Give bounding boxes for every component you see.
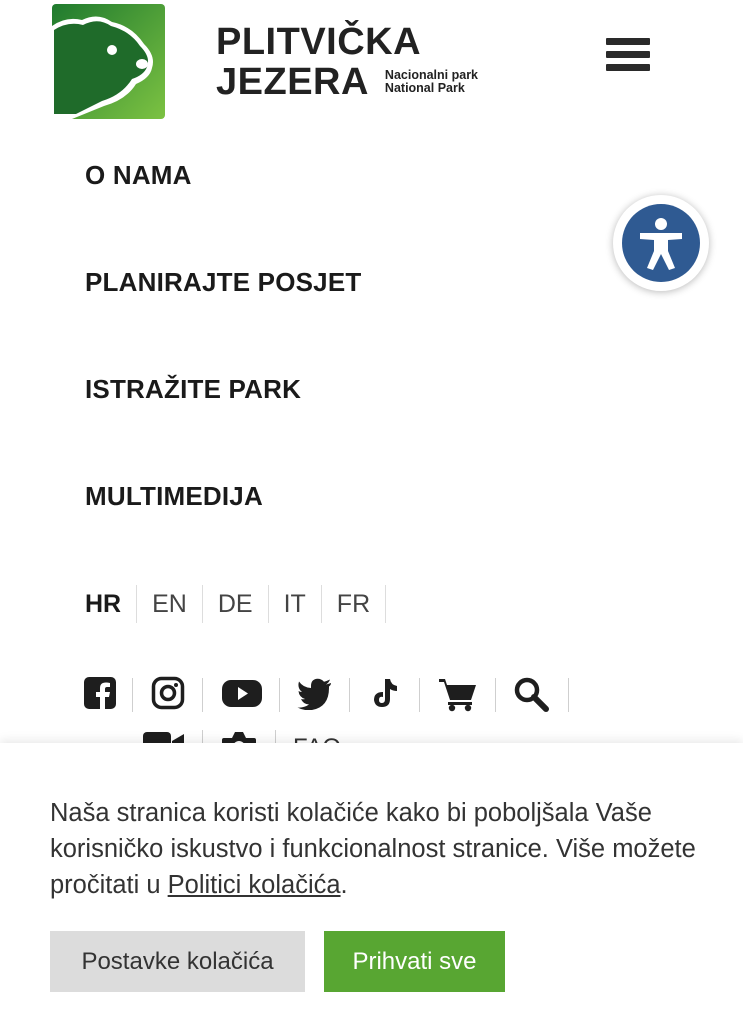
divider	[268, 585, 269, 623]
lang-de[interactable]: DE	[217, 589, 253, 618]
accept-all-button[interactable]: Prihvati sve	[324, 931, 505, 992]
hamburger-menu-icon[interactable]	[606, 38, 650, 78]
shopping-cart-icon[interactable]	[438, 676, 478, 712]
logo-title-line1: PLITVIČKA	[216, 21, 422, 63]
lang-it[interactable]: IT	[283, 589, 306, 618]
divider	[136, 585, 137, 623]
cookie-settings-button[interactable]: Postavke kolačića	[50, 931, 305, 992]
cookie-text-end: .	[340, 871, 348, 899]
divider	[568, 678, 569, 712]
divider	[279, 678, 280, 712]
logo-subtitle-line1: Nacionalni park	[384, 68, 479, 82]
nav-item-multimedija[interactable]: MULTIMEDIJA	[85, 481, 263, 511]
logo-title-line2: JEZERA	[216, 61, 369, 103]
accessibility-button[interactable]	[613, 195, 709, 291]
divider	[202, 585, 203, 623]
lang-fr[interactable]: FR	[336, 589, 371, 618]
menu-bar	[606, 51, 650, 58]
cookie-text: Naša stranica koristi kolačiće kako bi poboljšala Vaše korisničko iskustvo i funkcionalnost stranice. Više možete pročitati u	[50, 799, 696, 899]
divider	[385, 585, 386, 623]
divider	[202, 678, 203, 712]
divider	[321, 585, 322, 623]
menu-bar	[606, 64, 650, 71]
lang-en[interactable]: EN	[152, 589, 187, 618]
site-logo[interactable]	[48, 0, 503, 122]
divider	[419, 678, 420, 712]
divider	[132, 678, 133, 712]
cookie-banner	[0, 743, 743, 1026]
twitter-icon[interactable]	[297, 676, 333, 712]
divider	[349, 678, 350, 712]
logo-wordmark	[216, 22, 478, 102]
tiktok-icon[interactable]	[368, 676, 404, 712]
cookie-message	[50, 795, 710, 903]
lang-hr[interactable]: HR	[85, 589, 122, 618]
nav-item-o-nama[interactable]: O NAMA	[85, 160, 192, 190]
language-selector	[85, 585, 401, 623]
facebook-icon[interactable]	[83, 676, 119, 712]
nav-item-istrazite-park[interactable]: ISTRAŽITE PARK	[85, 374, 302, 404]
logo-subtitle	[385, 69, 478, 95]
nav-item-planirajte-posjet[interactable]: PLANIRAJTE POSJET	[85, 267, 362, 297]
youtube-icon[interactable]	[221, 676, 263, 712]
divider	[495, 678, 496, 712]
instagram-icon[interactable]	[151, 676, 187, 712]
menu-bar	[606, 38, 650, 45]
logo-subtitle-line2: National Park	[384, 81, 465, 95]
search-icon[interactable]	[513, 676, 549, 712]
bear-head-logo	[52, 4, 165, 119]
accessibility-person-icon	[622, 204, 700, 282]
cookie-policy-link[interactable]: Politici kolačića	[167, 871, 341, 899]
